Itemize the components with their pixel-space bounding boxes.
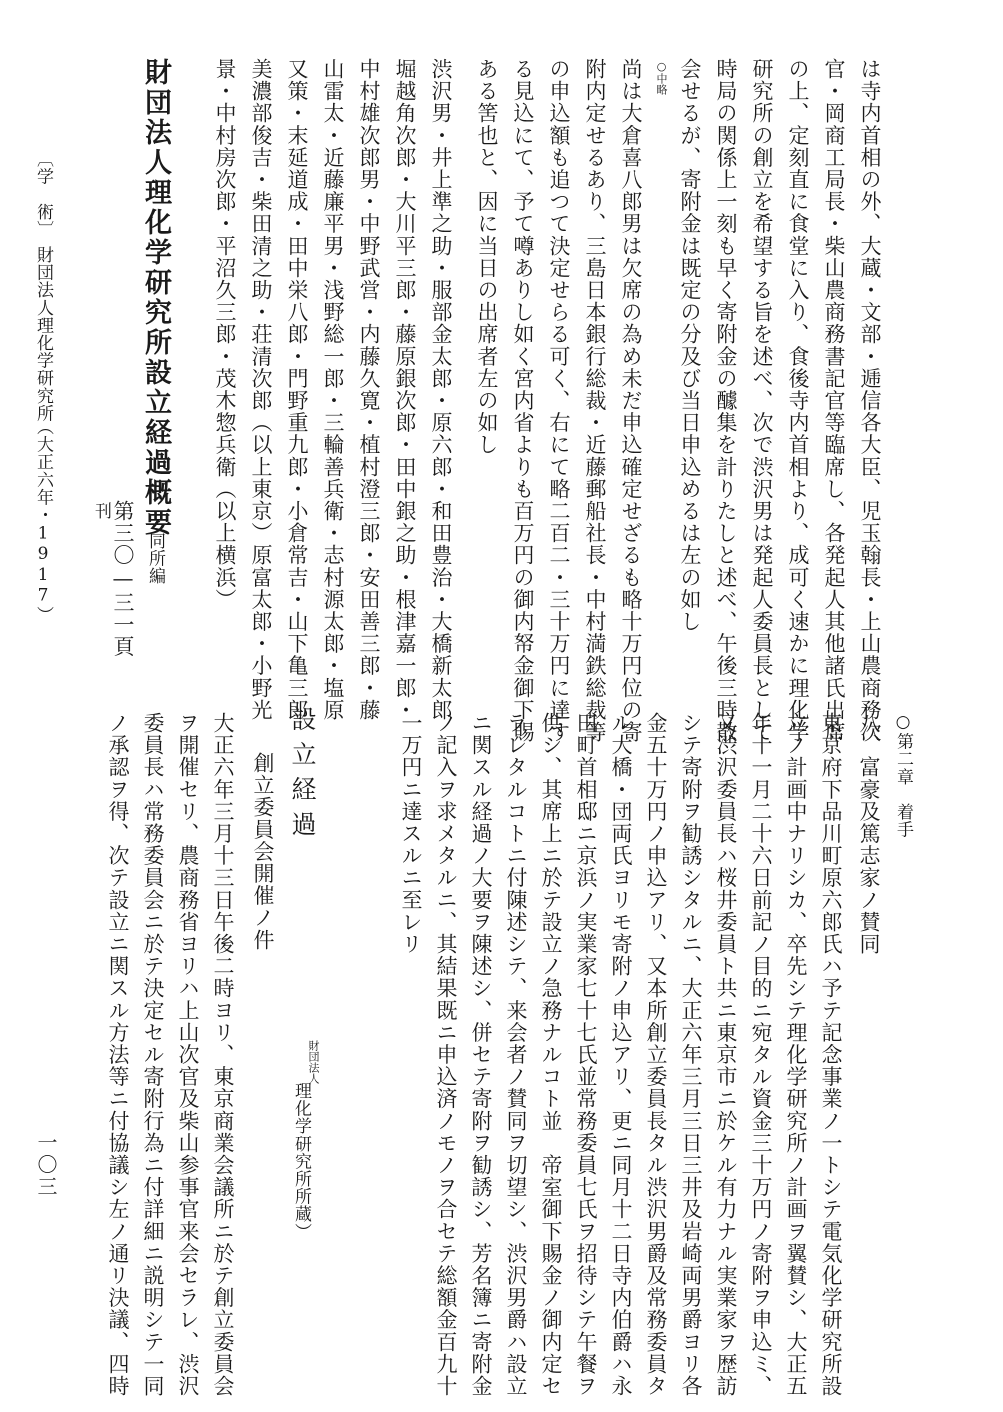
source-editor: 同所編: [145, 532, 165, 585]
body-line: 附内定せるあり、三島日本銀行総裁・近藤郵船社長・中村満鉄総裁等: [583, 58, 607, 744]
body-line: 立ノ計画中ナリシカ、卒先シテ理化学研究所ノ計画ヲ翼賛シ、大正五: [784, 712, 808, 1398]
source-title: 財団法人理化学研究所設立経過概要: [140, 58, 171, 538]
body-line: ニ関スル経過ノ大要ヲ陳述シ、併セテ寄附ヲ勧誘シ、芳名簿ニ寄附金: [469, 712, 493, 1398]
body-line: 一万円ニ達スルニ至レリ: [399, 712, 423, 956]
body-line: 又渋沢委員長ハ桜井委員ト共ニ東京市ニ於ケル有力ナル実業家ヲ歴訪: [714, 712, 738, 1398]
body-line: 委員長ハ常務委員会ニ於テ決定セル寄附行為ニ付詳細ニ説明シテ一同: [141, 712, 165, 1398]
body-line: る見込にて、予て噂ありし如く宮内省よりも百万円の御内帑金御下賜: [511, 58, 535, 744]
body-line: ノ承認ヲ得、次テ設立ニ関スル方法等ニ付協議シ左ノ通リ決議、四時: [106, 712, 130, 1398]
body-line: 金五十万円ノ申込アリ、又本所創立委員長タル渋沢男爵及常務委員タ: [644, 712, 668, 1398]
body-line: ラレタルコトニ付陳述シテ、来会者ノ賛同ヲ切望シ、渋沢男爵ハ設立: [504, 712, 528, 1398]
margin-year: （大正六年・1917）: [33, 418, 53, 624]
body-line: 研究所の創立を希望する旨を述べ、次で渋沢男は発起人委員長として: [750, 58, 774, 744]
body-line: シテ寄附ヲ勧誘シタルニ、大正六年三月三日三井及岩崎両男爵ヨリ各: [679, 712, 703, 1398]
body-line: 大正六年三月十三日午後二時ヨリ、東京商業会議所ニ於テ創立委員会: [211, 712, 235, 1398]
section-title: 八、富豪及篤志家ノ賛同: [857, 712, 881, 956]
body-line: は寺内首相の外、大蔵・文部・逓信各大臣、児玉翰長・上山農商務次: [858, 58, 882, 744]
attendee-line: 山雷太・近藤廉平男・浅野総一郎・三輪善兵衛・志村源太郎・塩原: [321, 58, 345, 721]
margin-org: 財団法人理化学研究所: [33, 246, 53, 422]
attendee-line: 中村雄次郎男・中野武営・内藤久寛・植村澄三郎・安田善三郎・藤: [357, 58, 381, 721]
collection-label: 財団法人: [307, 1040, 320, 1084]
body-line: の申込額も追つて決定せらる可く、右にて略二百二・三十万円に達す: [547, 58, 571, 744]
body-line: 年十一月二十六日前記ノ目的ニ宛タル資金三十万円ノ寄附ヲ申込ミ、: [749, 712, 773, 1398]
category-label: 〔学 術〕: [33, 150, 53, 238]
source-pages: 第三〇—三一頁: [111, 500, 135, 658]
collection-label-2: 理化学研究所所蔵）: [291, 1082, 311, 1241]
attendee-line: 景・中村房次郎・平沼久三郎・茂木惣兵衛（以上横浜）: [213, 58, 237, 611]
page-number: 一〇三: [34, 1132, 58, 1198]
section-heading: 設立経過: [288, 706, 317, 846]
attendee-line: 又策・末延道成・田中栄八郎・門野重九郎・小倉常吉・山下亀三郎: [285, 58, 309, 721]
subheading: 創立委員会開催ノ件: [251, 752, 275, 951]
chapter-heading: ○第二章 着手: [893, 712, 913, 839]
body-line: 供シ、其席上ニ於テ設立ノ急務ナルコト並 帝室御下賜金ノ御内定セ: [539, 712, 563, 1398]
body-line: 田町首相邸ニ京浜ノ実業家七十七氏並常務委員七氏ヲ招待シテ午餐ヲ: [574, 712, 598, 1398]
body-line: 官・岡商工局長・柴山農商務書記官等臨席し、各発起人其他諸氏出席: [822, 58, 846, 744]
attendee-line: 美濃部俊吉・柴田清之助・荘清次郎（以上東京）原富太郎・小野光: [249, 58, 273, 721]
body-line: 時局の関係上一刻も早く寄附金の醵集を計りたしと述べ、午後三時散: [714, 58, 738, 744]
body-line: の上、定刻直に食堂に入り、食後寺内首相より、成可く速かに理化学: [786, 58, 810, 744]
attendee-line: 堀越角次郎・大川平三郎・藤原銀次郎・田中銀之助・根津嘉一郎・: [393, 58, 417, 721]
body-line: 尚は大倉喜八郎男は欠席の為め未だ申込確定せざるも略十万円位の寄: [619, 58, 643, 744]
source-pages-suffix: 刊: [91, 502, 111, 520]
attendee-line: 渋沢男・井上準之助・服部金太郎・原六郎・和田豊治・大橋新太郎: [429, 58, 453, 721]
body-line: 東京府下品川町原六郎氏ハ予テ記念事業ノ一トシテ電気化学研究所設: [819, 712, 843, 1398]
body-line: ある筈也と、因に当日の出席者左の如し: [475, 58, 499, 456]
omission-mark: ○中略: [655, 60, 668, 95]
body-line: ル大橋・団両氏ヨリモ寄附ノ申込アリ、更ニ同月十二日寺内伯爵ハ永: [609, 712, 633, 1398]
body-line: ノ記入ヲ求メタルニ、其結果既ニ申込済ノモノヲ合セテ総額金百九十: [434, 712, 458, 1398]
body-line: 会せるが、寄附金は既定の分及び当日申込めるは左の如し: [678, 58, 702, 633]
body-line: ヲ開催セリ、農商務省ヨリハ上山次官及柴山参事官来会セラレ、渋沢: [176, 712, 200, 1398]
